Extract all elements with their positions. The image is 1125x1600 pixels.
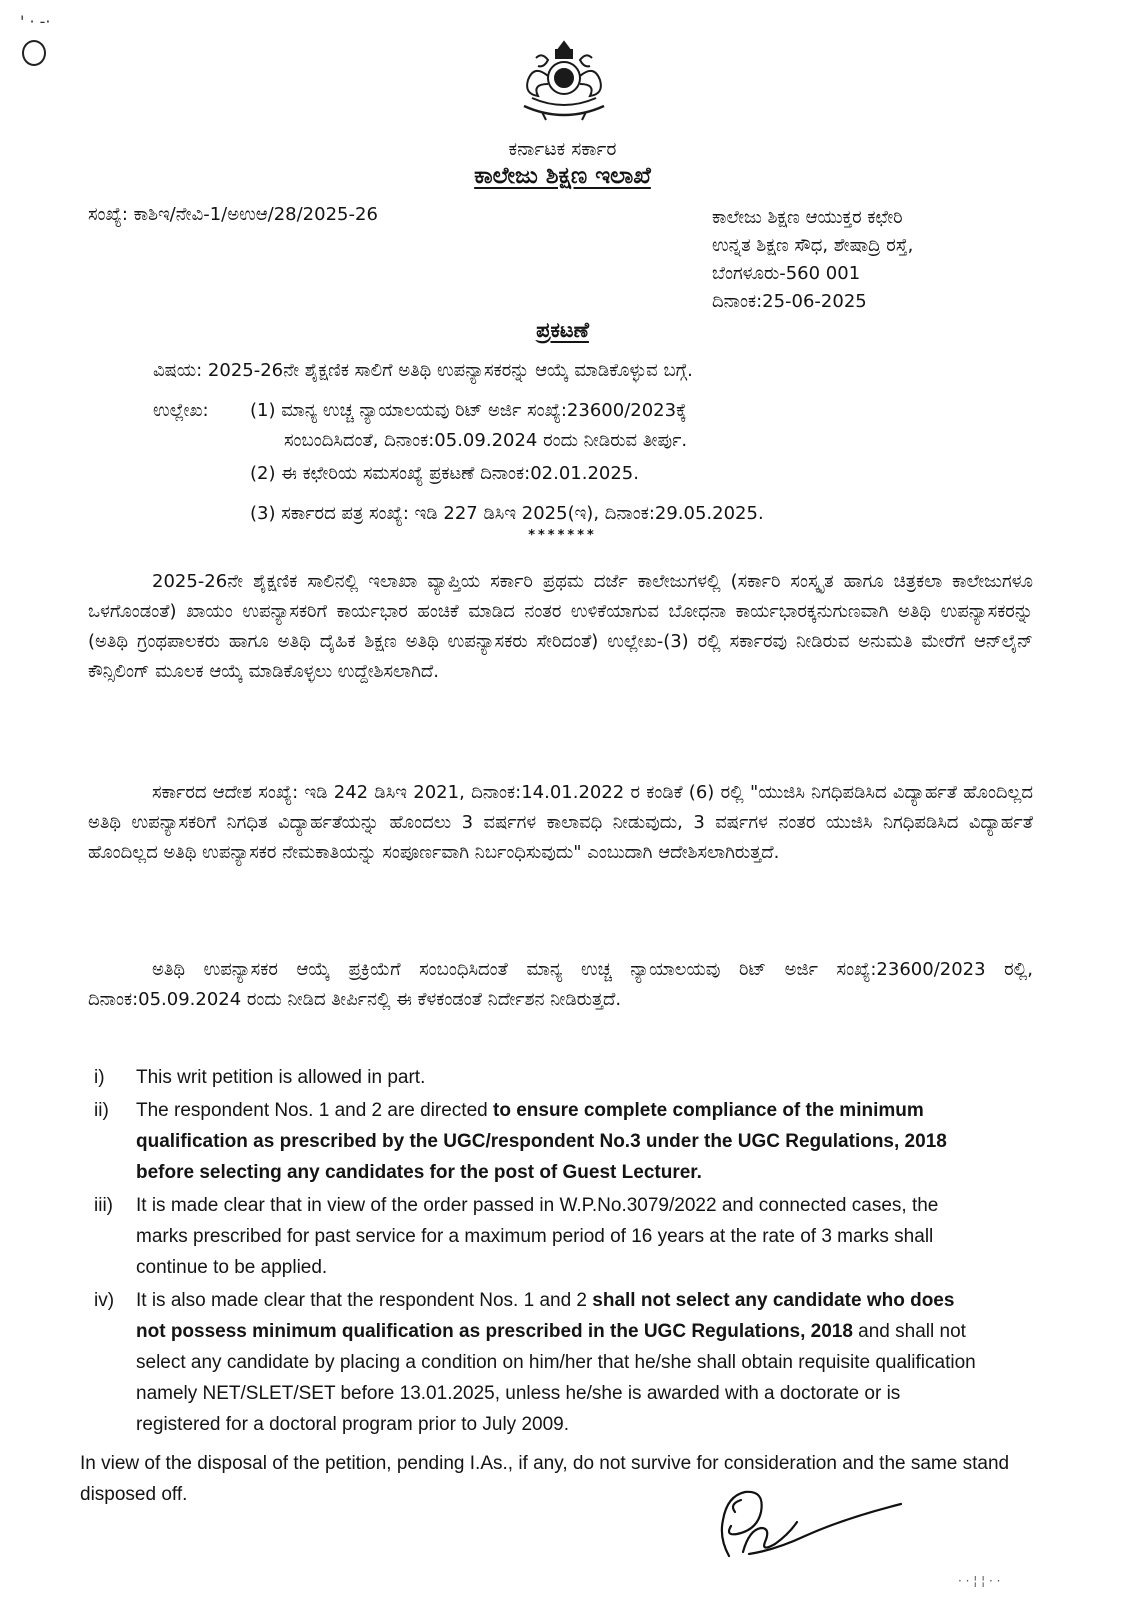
reference-1-line-2: ಸಂಬಂದಿಸಿದಂತೆ, ದಿನಾಂಕ:05.09.2024 ರಂದು ನೀಡಿರುವ ತೀರ್ಪು. [284, 430, 688, 451]
order-text: This writ petition is allowed in part. [136, 1067, 426, 1088]
address-line-3: ಬೆಂಗಳೂರು-560 001 [712, 263, 861, 284]
office-address [712, 204, 913, 316]
order-number: i) [94, 1067, 105, 1088]
order-number: iii) [94, 1195, 113, 1216]
department-title-text: ಕಾಲೇಜು ಶಿಕ್ಷಣ ಇಲಾಖೆ [474, 163, 651, 189]
page-footer-marks: · · ¦ ¦ · · [958, 1574, 1001, 1588]
reference-1-line-1: (1) ಮಾನ್ಯ ಉಚ್ಚ ನ್ಯಾಯಾಲಯವು ರಿಟ್ ಅರ್ಜಿ ಸಂಖ್ಯೆ:23600/2023ಕ್ಕೆ [250, 400, 687, 421]
closing-paragraph: In view of the disposal of the petition, pending I.As., if any, do not survive for consideration and the same stand disposed off. [80, 1453, 1010, 1505]
reference-3: (3) ಸರ್ಕಾರದ ಪತ್ರ ಸಂಖ್ಯೆ: ಇಡಿ 227 ಡಿಸಿಇ 2025(ಇ), ದಿನಾಂಕ:29.05.2025. [250, 503, 764, 524]
corner-circle-mark [22, 40, 46, 66]
order-text: It is made clear that in view of the order passed in W.P.No.3079/2022 and connected cases, the marks prescribed for past service for a maximum period of 16 years at the rate of 3 marks shall continue to be applied. [136, 1195, 939, 1278]
order-item-iii [88, 1190, 988, 1283]
references-label: ಉಲ್ಲೇಖ: [153, 400, 209, 421]
address-line-2: ಉನ್ನತ ಶಿಕ್ಷಣ ಸೌಧ, ಶೇಷಾದ್ರಿ ರಸ್ತೆ, [712, 235, 914, 256]
paragraph-3: ಅತಿಥಿ ಉಪನ್ಯಾಸಕರ ಆಯ್ಕೆ ಪ್ರಕ್ರಿಯೆಗೆ ಸಂಬಂಧಿಸಿದಂತೆ ಮಾನ್ಯ ಉಚ್ಚ ನ್ಯಾಯಾಲಯವು ರಿಟ್ ಅರ್ಜಿ ಸಂಖ್ಯೆ:23600/2023 ರಲ್ಲಿ, ದಿನಾಂಕ:05.09.2024 ರಂದು ನೀಡಿದ ತೀರ್ಪಿನಲ್ಲಿ ಈ ಕೆಳಕಂಡಂತೆ ನಿರ್ದೇಶನ ನೀಡಿರುತ್ತದೆ. [88, 959, 1033, 1010]
reference-number: ಸಂಖ್ಯೆ: ಕಾಶಿಇ/ನೇವಿ-1/ಅಉಆ/28/2025-26 [88, 204, 378, 225]
announcement-heading [0, 318, 1125, 343]
order-number: ii) [94, 1100, 109, 1121]
corner-scan-mark: ' · -· [20, 12, 51, 31]
reference-2: (2) ಈ ಕಛೇರಿಯ ಸಮಸಂಖ್ಯೆ ಪ್ರಕಟಣೆ ದಿನಾಂಕ:02.01.2025. [250, 463, 639, 484]
paragraph-2: ಸರ್ಕಾರದ ಆದೇಶ ಸಂಖ್ಯೆ: ಇಡಿ 242 ಡಿಸಿಇ 2021, ದಿನಾಂಕ:14.01.2022 ರ ಕಂಡಿಕೆ (6) ರಲ್ಲಿ "ಯುಜಿಸಿ ನಿಗಧಿಪಡಿಸಿದ ವಿದ್ಯಾರ್ಹತೆ ಹೊಂದಿಲ್ಲದ ಅತಿಥಿ ಉಪನ್ಯಾಸಕರಿಗೆ ನಿಗಧಿತ ವಿದ್ಯಾರ್ಹತೆಯನ್ನು ಹೊಂದಲು 3 ವರ್ಷಗಳ ಕಾಲಾವಧಿ ನೀಡುವುದು, 3 ವರ್ಷಗಳ ನಂತರ ಯುಜಿಸಿ ನಿಗಧಿಪಡಿಸಿದ ವಿದ್ಯಾರ್ಹತೆ ಹೊಂದಿಲ್ಲದ ಅತಿಥಿ ಉಪನ್ಯಾಸಕರ ನೇಮಕಾತಿಯನ್ನು ಸಂಪೂರ್ಣವಾಗಿ ನಿರ್ಬಂಧಿಸುವುದು" ಎಂಬುದಾಗಿ ಆದೇಶಿಸಲಾಗಿರುತ್ತದೆ. [88, 782, 1033, 863]
karnataka-emblem-icon [512, 38, 616, 128]
order-text-bold: to ensure complete compliance of the minimum qualification as prescribed by the UGC/respondent No.3 under the UGC Regulations, 2018 before selecting any candidates for the post of Guest Lecturer. [136, 1100, 947, 1183]
handwritten-signature [705, 1478, 905, 1563]
paragraph-1: 2025-26ನೇ ಶೈಕ್ಷಣಿಕ ಸಾಲಿನಲ್ಲಿ ಇಲಾಖಾ ವ್ಯಾಪ್ತಿಯ ಸರ್ಕಾರಿ ಪ್ರಥಮ ದರ್ಜೆ ಕಾಲೇಜುಗಳಲ್ಲಿ (ಸರ್ಕಾರಿ ಸಂಸ್ಕೃತ ಹಾಗೂ ಚಿತ್ರಕಲಾ ಕಾಲೇಜುಗಳೂ ಒಳಗೊಂಡಂತೆ) ಖಾಯಂ ಉಪನ್ಯಾಸಕರಿಗೆ ಕಾರ್ಯಭಾರ ಹಂಚಿಕೆ ಮಾಡಿದ ನಂತರ ಉಳಿಕೆಯಾಗುವ ಬೋಧನಾ ಕಾರ್ಯಭಾರಕ್ಕನುಗುಣವಾಗಿ ಅತಿಥಿ ಉಪನ್ಯಾಸಕರನ್ನು (ಅತಿಥಿ ಗ್ರಂಥಪಾಲಕರು ಹಾಗೂ ಅತಿಥಿ ದೈಹಿಕ ಶಿಕ್ಷಣ ಅತಿಥಿ ಉಪನ್ಯಾಸಕರು ಸೇರಿದಂತೆ) ಉಲ್ಲೇಖ-(3) ರಲ್ಲಿ ಸರ್ಕಾರವು ನೀಡಿರುವ ಅನುಮತಿ ಮೇರೆಗೆ ಆನ್‌ಲೈನ್ ಕೌನ್ಸಿಲಿಂಗ್ ಮೂಲಕ ಆಯ್ಕೆ ಮಾಡಿಕೊಳ್ಳಲು ಉದ್ದೇಶಿಸಲಾಗಿದೆ. [88, 571, 1033, 682]
order-item-ii [88, 1095, 988, 1188]
separator-stars: ******* [528, 528, 597, 543]
order-text-bold: shall not select any candidate who does not possess minimum qualification as prescribed in the UGC Regulations, 2018 [136, 1290, 955, 1342]
order-text: It is also made clear that the respondent Nos. 1 and 2 [136, 1290, 593, 1311]
announcement-heading-text: ಪ್ರಕಟಣೆ [536, 318, 589, 342]
department-title [0, 163, 1125, 189]
court-orders-list [88, 1062, 988, 1442]
order-number: iv) [94, 1290, 115, 1311]
document-date: ದಿನಾಂಕ:25-06-2025 [712, 291, 867, 312]
address-line-1: ಕಾಲೇಜು ಶಿಕ್ಷಣ ಆಯುಕ್ತರ ಕಛೇರಿ [712, 207, 903, 228]
order-text: and shall not select any candidate by placing a condition on him/her that he/she shall obtain requisite qualification namely NET/SLET/SET before 13.01.2025, unless he/she is awarded with a doctorate or is registered for a doctoral program prior to July 2009. [136, 1321, 976, 1435]
order-item-iv [88, 1285, 988, 1440]
government-name: ಕರ್ನಾಟಕ ಸರ್ಕಾರ [508, 138, 617, 160]
order-text: The respondent Nos. 1 and 2 are directed [136, 1100, 494, 1121]
subject-line: ವಿಷಯ: 2025-26ನೇ ಶೈಕ್ಷಣಿಕ ಸಾಲಿಗೆ ಅತಿಥಿ ಉಪನ್ಯಾಸಕರನ್ನು ಆಯ್ಕೆ ಮಾಡಿಕೊಳ್ಳುವ ಬಗ್ಗೆ. [153, 360, 693, 381]
order-item-i [88, 1062, 988, 1093]
